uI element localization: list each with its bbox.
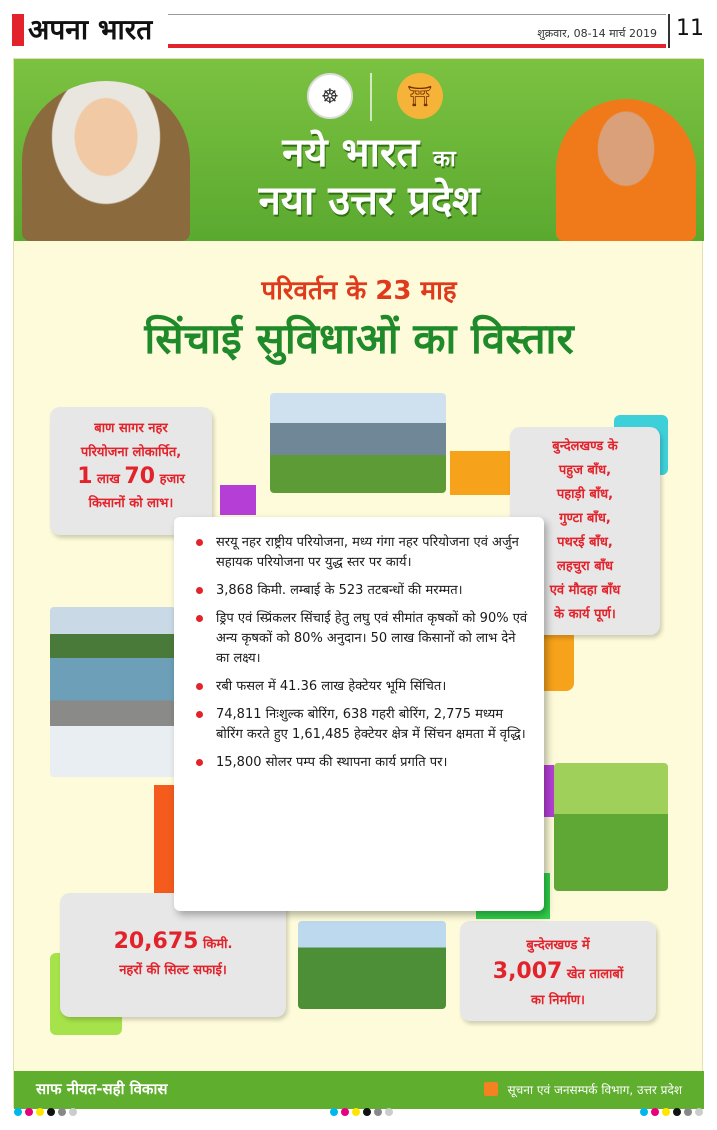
headline-line2: नया उत्तर प्रदेश (258, 178, 480, 224)
bullet-dot-icon (196, 539, 203, 546)
reg-dot-magenta-icon (341, 1108, 349, 1116)
card-number: 20,675 (113, 929, 199, 954)
card-word: खेत तालाबों (566, 967, 624, 982)
list-item (196, 753, 528, 773)
deco-purple-block (220, 485, 256, 515)
page-number: 11 (676, 16, 704, 41)
solar-pump-photo (270, 393, 446, 493)
card-line: पथरई बाँध, (557, 535, 613, 550)
list-item (196, 677, 528, 697)
reg-dot-grey-icon (374, 1108, 382, 1116)
reg-dot-cyan-icon (330, 1108, 338, 1116)
reg-dot-black-icon (47, 1108, 55, 1116)
list-item (196, 533, 528, 573)
achievements-list (196, 533, 528, 773)
reg-dot-light-icon (69, 1108, 77, 1116)
masthead-red-rule (168, 44, 666, 48)
masthead (0, 0, 717, 56)
issue-date: शुक्रवार, 08-14 मार्च 2019 (537, 27, 657, 40)
card-line: पहाड़ी बाँध, (556, 487, 614, 502)
up-govt-emblem-icon: ☸ (307, 73, 353, 119)
card-line (460, 959, 656, 988)
subheading-months: परिवर्तन के 23 माह (261, 276, 457, 306)
masthead-thin-rule (168, 14, 666, 15)
right-portrait-image (556, 99, 696, 241)
card-number: 1 (77, 464, 93, 489)
subheading-title: सिंचाई सुविधाओं का विस्तार (144, 314, 574, 363)
card-line: गुण्टा बाँध, (559, 511, 611, 526)
reg-dot-light-icon (385, 1108, 393, 1116)
bullet-dot-icon (196, 759, 203, 766)
list-item-text: 15,800 सोलर पम्प की स्थापना कार्य प्रगति पर। (216, 755, 448, 770)
registration-marks-center (330, 1108, 393, 1118)
achievements-list-box (174, 517, 544, 911)
card-line: के कार्य पूर्ण। (554, 607, 616, 622)
reg-dot-yellow-icon (662, 1108, 670, 1116)
headline-text: नये भारत (282, 130, 420, 176)
masthead-separator (668, 14, 670, 48)
card-line: का निर्माण। (531, 993, 585, 1008)
list-item-text: सरयू नहर राष्ट्रीय परियोजना, मध्य गंगा नहर परियोजना एवं अर्जुन सहायक परियोजना पर युद्ध स्तर पर कार्य। (216, 535, 519, 570)
card-canal-desilting (60, 893, 286, 1017)
card-line: पहुज बाँध, (558, 463, 612, 478)
registration-marks-right (640, 1108, 703, 1118)
advertisement-panel (13, 58, 703, 1108)
left-portrait-image (22, 81, 190, 241)
card-line (50, 465, 212, 492)
masthead-red-bar (12, 14, 24, 46)
reg-dot-magenta-icon (651, 1108, 659, 1116)
logo-divider (370, 73, 372, 121)
banner (14, 59, 704, 241)
footer-department-text: सूचना एवं जनसम्पर्क विभाग, उत्तर प्रदेश (507, 1083, 682, 1097)
dam-photo (50, 607, 176, 777)
farmer-family-photo (554, 763, 668, 891)
headline-line1 (224, 129, 514, 184)
list-item-text: ड्रिप एवं स्प्रिंकलर सिंचाई हेतु लघु एवं सीमांत कृषकों को 90% एवं अन्य कृषकों को 80% अनुदान। 50 लाख किसानों को लाभ देने का लक्ष्य। (216, 611, 528, 666)
card-line: नहरों की सिल्ट सफाई। (119, 963, 227, 978)
card-line (60, 929, 286, 958)
reg-dot-light-icon (695, 1108, 703, 1116)
bullet-dot-icon (196, 711, 203, 718)
list-item-text: 3,868 किमी. लम्बाई के 523 तटबन्धों की मरम्मत। (216, 583, 463, 598)
list-item-text: 74,811 निःशुल्क बोरिंग, 638 गहरी बोरिंग, 2,775 मध्यम बोरिंग करते हुए 1,61,485 हेक्टेयर क्षेत्र में सिंचन क्षमता में वृद्धि। (216, 707, 526, 742)
kumbh-logo-icon: ⛩ (397, 73, 443, 119)
registration-marks-left (14, 1108, 77, 1118)
newspaper-name: अपना भारत (28, 13, 153, 46)
card-farm-ponds (460, 921, 656, 1021)
reg-dot-grey-icon (58, 1108, 66, 1116)
reg-dot-black-icon (673, 1108, 681, 1116)
card-word: लाख (97, 472, 120, 487)
list-item (196, 609, 528, 669)
headline-connector: का (433, 147, 456, 172)
card-farm-ponds-text (460, 933, 656, 1014)
card-line: बुन्देलखण्ड के (552, 439, 618, 454)
list-item-text: रबी फसल में 41.36 लाख हेक्टेयर भूमि सिंचित। (216, 679, 447, 694)
bullet-dot-icon (196, 587, 203, 594)
reg-dot-grey-icon (684, 1108, 692, 1116)
card-ban-sagar-text (50, 417, 212, 516)
bullet-dot-icon (196, 683, 203, 690)
card-line: बुन्देलखण्ड में (526, 938, 590, 953)
card-number: 70 (124, 464, 156, 489)
card-canal-desilting-text (60, 929, 286, 984)
list-item (196, 581, 528, 601)
dept-logo-icon (484, 1082, 498, 1096)
reg-dot-cyan-icon (14, 1108, 22, 1116)
card-word: हजार (159, 472, 185, 487)
footer-slogan: साफ नीयत-सही विकास (36, 1080, 168, 1098)
card-ban-sagar (50, 407, 212, 535)
reg-dot-magenta-icon (25, 1108, 33, 1116)
card-line: किसानों को लाभ। (88, 496, 174, 511)
footer-department (484, 1081, 682, 1098)
card-number: 3,007 (492, 959, 563, 984)
sprinkler-field-photo (298, 921, 446, 1009)
list-item (196, 705, 528, 745)
reg-dot-cyan-icon (640, 1108, 648, 1116)
card-line: बाण सागर नहर (94, 421, 168, 436)
card-line: परियोजना लोकार्पित, (80, 445, 182, 460)
card-word: किमी. (203, 937, 233, 952)
reg-dot-yellow-icon (36, 1108, 44, 1116)
bullet-dot-icon (196, 615, 203, 622)
card-line: लहचुरा बाँध (557, 559, 613, 574)
reg-dot-black-icon (363, 1108, 371, 1116)
reg-dot-yellow-icon (352, 1108, 360, 1116)
card-line: एवं मौदहा बाँध (549, 583, 621, 598)
panel-footer (14, 1071, 704, 1109)
